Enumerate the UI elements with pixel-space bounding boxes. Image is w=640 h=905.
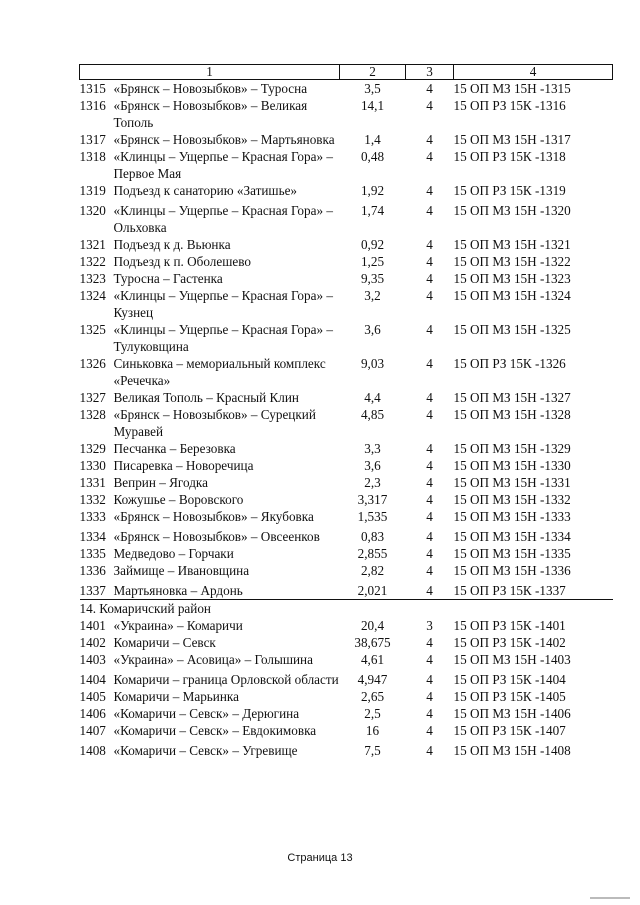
road-number: 1405 [79, 689, 106, 704]
road-name: «Клинцы – Ущерпье – Красная Гора» – Тулуковщина [113, 322, 333, 354]
road-name: «Клинцы – Ущерпье – Красная Гора» – Кузнец [113, 288, 333, 320]
road-length: 9,35 [360, 271, 385, 286]
road-number: 1403 [79, 652, 106, 667]
road-number: 1318 [79, 149, 106, 164]
road-entry [80, 582, 340, 599]
road-number: 1336 [79, 563, 106, 578]
road-number: 1408 [79, 743, 106, 758]
road-cell [80, 705, 340, 722]
road-entry [80, 457, 340, 474]
road-name: Комаричи – Севск [113, 635, 216, 650]
road-name: Медведово – Горчаки [113, 546, 234, 561]
road-number: 1321 [79, 237, 106, 252]
road-category: 4 [426, 529, 433, 544]
road-length: 7,5 [364, 743, 381, 758]
road-code: 15 ОП МЗ 15Н -1327 [453, 390, 571, 405]
road-number: 1327 [79, 390, 106, 405]
road-number: 1334 [79, 529, 106, 544]
road-category: 4 [426, 652, 433, 667]
road-length: 4,61 [360, 652, 385, 667]
section-title: 14. Комаричский район [80, 600, 613, 618]
road-number: 1335 [79, 546, 106, 561]
road-name: Подъезд к п. Оболешево [113, 254, 251, 269]
road-name: «Клинцы – Ущерпье – Красная Гора» – Ольховка [113, 203, 333, 235]
table-row [80, 668, 613, 688]
road-category: 4 [426, 458, 433, 473]
road-cell [80, 80, 340, 98]
road-length: 3,6 [364, 322, 381, 337]
road-number: 1331 [79, 475, 106, 490]
table-row [80, 440, 613, 457]
road-code: 15 ОП РЗ 15К -1407 [453, 723, 566, 738]
road-category: 4 [426, 237, 433, 252]
road-cell [80, 474, 340, 491]
road-name: Займище – Ивановщина [113, 563, 250, 578]
road-length: 1,4 [364, 132, 381, 147]
road-cell [80, 355, 340, 389]
road-entry [80, 562, 340, 579]
road-cell [80, 148, 340, 182]
road-cell [80, 287, 340, 321]
road-cell [80, 579, 340, 600]
road-category: 4 [426, 183, 433, 198]
road-code: 15 ОП РЗ 15К -1337 [453, 583, 566, 598]
road-category: 4 [426, 390, 433, 405]
road-code: 15 ОП МЗ 15Н -1315 [453, 81, 571, 96]
table-row [80, 457, 613, 474]
road-entry [80, 253, 340, 270]
road-category: 4 [426, 98, 433, 113]
road-cell [80, 97, 340, 131]
road-category: 4 [426, 689, 433, 704]
road-code: 15 ОП РЗ 15К -1401 [453, 618, 566, 633]
road-cell [80, 634, 340, 651]
road-length: 2,3 [364, 475, 381, 490]
table-row [80, 525, 613, 545]
road-number: 1323 [79, 271, 106, 286]
table-row [80, 617, 613, 634]
road-entry [80, 389, 340, 406]
road-name: Мартьяновка – Ардонь [113, 583, 243, 598]
road-entry [80, 80, 340, 97]
table-row [80, 287, 613, 321]
road-code: 15 ОП МЗ 15Н -1317 [453, 132, 571, 147]
road-entry [80, 236, 340, 253]
road-length: 38,675 [354, 635, 391, 650]
road-category: 4 [426, 407, 433, 422]
road-cell [80, 508, 340, 525]
road-entry [80, 131, 340, 148]
road-length: 2,5 [364, 706, 381, 721]
road-category: 4 [426, 509, 433, 524]
road-category: 4 [426, 546, 433, 561]
road-length: 3,6 [364, 458, 381, 473]
road-cell [80, 739, 340, 759]
road-category: 4 [426, 132, 433, 147]
road-code: 15 ОП МЗ 15Н -1333 [453, 509, 571, 524]
road-entry [80, 321, 340, 355]
road-name: «Брянск – Новозыбков» – Овсеенков [113, 529, 320, 544]
road-cell [80, 688, 340, 705]
road-category: 4 [426, 672, 433, 687]
road-length: 3,5 [364, 81, 381, 96]
road-cell [80, 406, 340, 440]
road-length: 16 [365, 723, 380, 738]
road-entry [80, 148, 340, 182]
road-length: 0,92 [360, 237, 385, 252]
road-entry [80, 617, 340, 634]
road-category: 4 [426, 254, 433, 269]
table-row [80, 270, 613, 287]
road-cell [80, 668, 340, 688]
road-code: 15 ОП РЗ 15К -1326 [453, 356, 566, 371]
table-row [80, 253, 613, 270]
road-number: 1406 [79, 706, 106, 721]
road-code: 15 ОП МЗ 15Н -1329 [453, 441, 571, 456]
road-length: 3,3 [364, 441, 381, 456]
road-entry [80, 97, 340, 131]
road-entry [80, 202, 340, 236]
road-cell [80, 617, 340, 634]
road-name: «Украина» – Комаричи [113, 618, 243, 633]
road-category: 4 [426, 356, 433, 371]
table-row [80, 474, 613, 491]
road-code: 15 ОП МЗ 15Н -1336 [453, 563, 571, 578]
road-name: Подъезд к санаторию «Затишье» [113, 183, 298, 198]
road-cell [80, 253, 340, 270]
table-row [80, 634, 613, 651]
road-length: 3,317 [357, 492, 388, 507]
road-code: 15 ОП МЗ 15Н -1334 [453, 529, 571, 544]
road-number: 1330 [79, 458, 106, 473]
road-category: 4 [426, 635, 433, 650]
road-length: 1,25 [360, 254, 385, 269]
road-name: Песчанка – Березовка [113, 441, 236, 456]
road-category: 4 [426, 149, 433, 164]
road-code: 15 ОП МЗ 15Н -1322 [453, 254, 571, 269]
road-category: 4 [426, 81, 433, 96]
road-name: Веприн – Ягодка [113, 475, 208, 490]
road-cell [80, 491, 340, 508]
table-row [80, 491, 613, 508]
road-category: 4 [426, 441, 433, 456]
road-entry [80, 671, 340, 688]
road-length: 4,85 [360, 407, 385, 422]
road-category: 4 [426, 475, 433, 490]
road-name: «Брянск – Новозыбков» – Мартьяновка [113, 132, 335, 147]
road-entry [80, 545, 340, 562]
road-length: 2,855 [357, 546, 388, 561]
road-code: 15 ОП РЗ 15К -1319 [453, 183, 566, 198]
road-cell [80, 651, 340, 668]
road-category: 4 [426, 743, 433, 758]
table-row [80, 508, 613, 525]
roads-table [79, 64, 613, 759]
road-code: 15 ОП МЗ 15Н -1324 [453, 288, 571, 303]
road-name: Писаревка – Новоречица [113, 458, 254, 473]
table-row [80, 80, 613, 98]
table-row [80, 131, 613, 148]
road-code: 15 ОП МЗ 15Н -1328 [453, 407, 571, 422]
road-number: 1332 [79, 492, 106, 507]
header-cell-2: 2 [340, 65, 406, 80]
road-code: 15 ОП МЗ 15Н -1323 [453, 271, 571, 286]
road-name: Комаричи – граница Орловской области [113, 672, 339, 687]
road-code: 15 ОП МЗ 15Н -1330 [453, 458, 571, 473]
road-entry [80, 742, 340, 759]
road-length: 2,65 [360, 689, 385, 704]
table-row [80, 355, 613, 389]
road-category: 4 [426, 583, 433, 598]
road-number: 1319 [79, 183, 106, 198]
road-name: Кожушье – Воровского [113, 492, 244, 507]
road-cell [80, 562, 340, 579]
road-number: 1401 [79, 618, 106, 633]
table-row [80, 562, 613, 579]
road-length: 1,535 [357, 509, 388, 524]
road-length: 3,2 [364, 288, 381, 303]
road-name: «Комаричи – Севск» – Дерюгина [113, 706, 300, 721]
road-number: 1320 [79, 203, 106, 218]
road-cell [80, 525, 340, 545]
road-name: «Брянск – Новозыбков» – Сурецкий Муравей [113, 407, 316, 439]
road-name: «Комаричи – Севск» – Евдокимовка [113, 723, 317, 738]
header-cell-1: 1 [80, 65, 340, 80]
road-code: 15 ОП РЗ 15К -1402 [453, 635, 566, 650]
road-cell [80, 389, 340, 406]
road-code: 15 ОП РЗ 15К -1404 [453, 672, 566, 687]
road-code: 15 ОП РЗ 15К -1316 [453, 98, 566, 113]
road-number: 1322 [79, 254, 106, 269]
road-entry [80, 688, 340, 705]
road-number: 1316 [79, 98, 106, 113]
road-entry [80, 406, 340, 440]
road-length: 1,92 [360, 183, 385, 198]
header-cell-3: 3 [406, 65, 454, 80]
road-length: 0,83 [360, 529, 385, 544]
road-number: 1329 [79, 441, 106, 456]
road-number: 1333 [79, 509, 106, 524]
road-code: 15 ОП РЗ 15К -1405 [453, 689, 566, 704]
road-cell [80, 270, 340, 287]
table-row [80, 705, 613, 722]
road-length: 9,03 [360, 356, 385, 371]
road-entry [80, 287, 340, 321]
road-code: 15 ОП МЗ 15Н -1331 [453, 475, 571, 490]
road-number: 1337 [79, 583, 106, 598]
road-category: 4 [426, 563, 433, 578]
road-name: «Украина» – Асовица» – Голышина [113, 652, 313, 667]
road-name: Туросна – Гастенка [113, 271, 223, 286]
road-name: «Брянск – Новозыбков» – Туросна [113, 81, 308, 96]
road-number: 1404 [79, 672, 106, 687]
road-number: 1317 [79, 132, 106, 147]
table-row [80, 389, 613, 406]
road-cell [80, 182, 340, 199]
table-row [80, 722, 613, 739]
road-category: 4 [426, 492, 433, 507]
table-row [80, 97, 613, 131]
road-entry [80, 491, 340, 508]
road-cell [80, 199, 340, 236]
road-code: 15 ОП МЗ 15Н -1332 [453, 492, 571, 507]
table-row [80, 236, 613, 253]
road-code: 15 ОП МЗ 15Н -1320 [453, 203, 571, 218]
road-cell [80, 722, 340, 739]
table-row [80, 545, 613, 562]
road-category: 4 [426, 723, 433, 738]
road-number: 1326 [79, 356, 106, 371]
road-length: 1,74 [360, 203, 385, 218]
road-entry [80, 528, 340, 545]
road-category: 4 [426, 288, 433, 303]
road-entry [80, 355, 340, 389]
road-number: 1328 [79, 407, 106, 422]
table-row [80, 182, 613, 199]
table-row [80, 688, 613, 705]
road-cell [80, 440, 340, 457]
road-name: «Комаричи – Севск» – Угревище [113, 743, 298, 758]
road-entry [80, 705, 340, 722]
road-code: 15 ОП МЗ 15Н -1408 [453, 743, 571, 758]
road-category: 4 [426, 271, 433, 286]
scan-edge-mark [590, 897, 630, 899]
table-row [80, 199, 613, 236]
road-length: 2,021 [357, 583, 388, 598]
road-name: «Брянск – Новозыбков» – Великая Тополь [113, 98, 308, 130]
road-length: 14,1 [360, 98, 385, 113]
road-code: 15 ОП МЗ 15Н -1325 [453, 322, 571, 337]
road-code: 15 ОП МЗ 15Н -1321 [453, 237, 571, 252]
road-number: 1325 [79, 322, 106, 337]
road-entry [80, 634, 340, 651]
road-number: 1315 [79, 81, 106, 96]
road-number: 1402 [79, 635, 106, 650]
road-number: 1407 [79, 723, 106, 738]
table-row [80, 406, 613, 440]
table-header-row [80, 65, 613, 80]
road-length: 2,82 [360, 563, 385, 578]
road-category: 4 [426, 203, 433, 218]
road-name: Великая Тополь – Красный Клин [113, 390, 299, 405]
road-name: Подъезд к д. Вьюнка [113, 237, 231, 252]
road-length: 20,4 [360, 618, 385, 633]
table-row [80, 651, 613, 668]
road-cell [80, 236, 340, 253]
road-entry [80, 474, 340, 491]
road-category: 4 [426, 706, 433, 721]
road-entry [80, 722, 340, 739]
road-name: Комаричи – Марьинка [113, 689, 239, 704]
road-name: «Брянск – Новозыбков» – Якубовка [113, 509, 314, 524]
road-code: 15 ОП МЗ 15Н -1403 [453, 652, 571, 667]
road-cell [80, 545, 340, 562]
table-row [80, 579, 613, 600]
road-entry [80, 508, 340, 525]
road-cell [80, 131, 340, 148]
table-row [80, 739, 613, 759]
table-row [80, 321, 613, 355]
road-code: 15 ОП МЗ 15Н -1335 [453, 546, 571, 561]
table-row [80, 148, 613, 182]
road-entry [80, 182, 340, 199]
road-code: 15 ОП РЗ 15К -1318 [453, 149, 566, 164]
road-length: 4,4 [364, 390, 381, 405]
road-number: 1324 [79, 288, 106, 303]
road-entry [80, 651, 340, 668]
road-name: Синьковка – мемориальный комплекс «Речечка» [113, 356, 326, 388]
road-length: 4,947 [357, 672, 388, 687]
road-category: 4 [426, 322, 433, 337]
road-code: 15 ОП МЗ 15Н -1406 [453, 706, 571, 721]
road-entry [80, 270, 340, 287]
road-name: «Клинцы – Ущерпье – Красная Гора» – Первое Мая [113, 149, 333, 181]
header-cell-4: 4 [454, 65, 613, 80]
road-length: 0,48 [360, 149, 385, 164]
road-cell [80, 321, 340, 355]
road-cell [80, 457, 340, 474]
section-header-row [80, 600, 613, 618]
page-number: Страница 13 [287, 852, 353, 864]
road-category: 3 [426, 618, 433, 633]
road-entry [80, 440, 340, 457]
